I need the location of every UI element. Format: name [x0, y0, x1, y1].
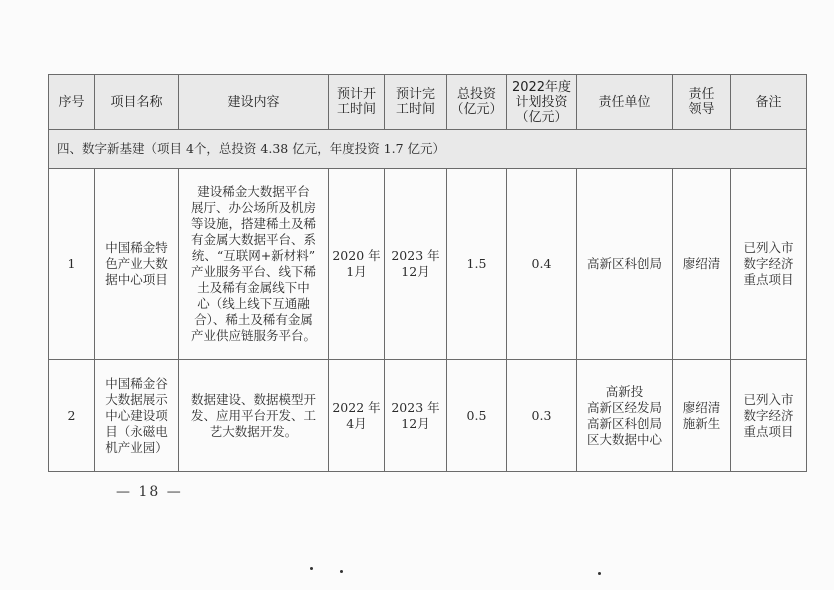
header-cell: 总投资 （亿元） — [447, 75, 507, 130]
remark: 已列入市 数字经济 重点项目 — [731, 169, 807, 360]
header-cell: 预计开 工时间 — [329, 75, 385, 130]
header-cell: 2022年度 计划投资 （亿元） — [507, 75, 577, 130]
section-title: 四、数字新基建（项目 4个，总投资 4.38 亿元，年度投资 1.7 亿元） — [49, 130, 807, 169]
start-date: 2020 年 1月 — [329, 169, 385, 360]
remark: 已列入市 数字经济 重点项目 — [731, 360, 807, 472]
table-row — [49, 169, 807, 360]
start-date: 2022 年 4月 — [329, 360, 385, 472]
responsible-leader: 廖绍清 — [673, 169, 731, 360]
header-cell: 项目名称 — [95, 75, 179, 130]
header-cell: 预计完 工时间 — [385, 75, 447, 130]
header-cell: 序号 — [49, 75, 95, 130]
row-number: 2 — [49, 360, 95, 472]
scan-speck — [340, 570, 343, 573]
project-name: 中国稀金特 色产业大数 据中心项目 — [95, 169, 179, 360]
responsible-unit: 高新投 高新区经发局 高新区科创局 区大数据中心 — [577, 360, 673, 472]
section-row — [49, 130, 807, 169]
responsible-leader: 廖绍清 施新生 — [673, 360, 731, 472]
table-header-row — [49, 75, 807, 130]
header-cell: 责任单位 — [577, 75, 673, 130]
total-investment: 0.5 — [447, 360, 507, 472]
planned-investment: 0.3 — [507, 360, 577, 472]
scan-speck — [598, 572, 601, 575]
header-cell: 责任 领导 — [673, 75, 731, 130]
header-cell: 备注 — [731, 75, 807, 130]
project-table — [48, 74, 807, 472]
table-row — [49, 360, 807, 472]
project-name: 中国稀金谷 大数据展示 中心建设项 目（永磁电 机产业园） — [95, 360, 179, 472]
planned-investment: 0.4 — [507, 169, 577, 360]
scan-speck — [310, 567, 313, 570]
header-cell: 建设内容 — [179, 75, 329, 130]
construction-content: 建设稀金大数据平台 展厅、办公场所及机房 等设施，搭建稀土及稀 有金属大数据平台、系 统、“互联网+新材料” 产业服务平台、线下稀 土及稀有金属线下中 心（线上线下互通融 合）、稀土及稀有金属 产业供应链服务平台。 — [179, 169, 329, 360]
page-number: — 18 — — [116, 484, 183, 500]
finish-date: 2023 年 12月 — [385, 169, 447, 360]
row-number: 1 — [49, 169, 95, 360]
construction-content: 数据建设、数据模型开 发、应用平台开发、工 艺大数据开发。 — [179, 360, 329, 472]
responsible-unit: 高新区科创局 — [577, 169, 673, 360]
finish-date: 2023 年 12月 — [385, 360, 447, 472]
total-investment: 1.5 — [447, 169, 507, 360]
